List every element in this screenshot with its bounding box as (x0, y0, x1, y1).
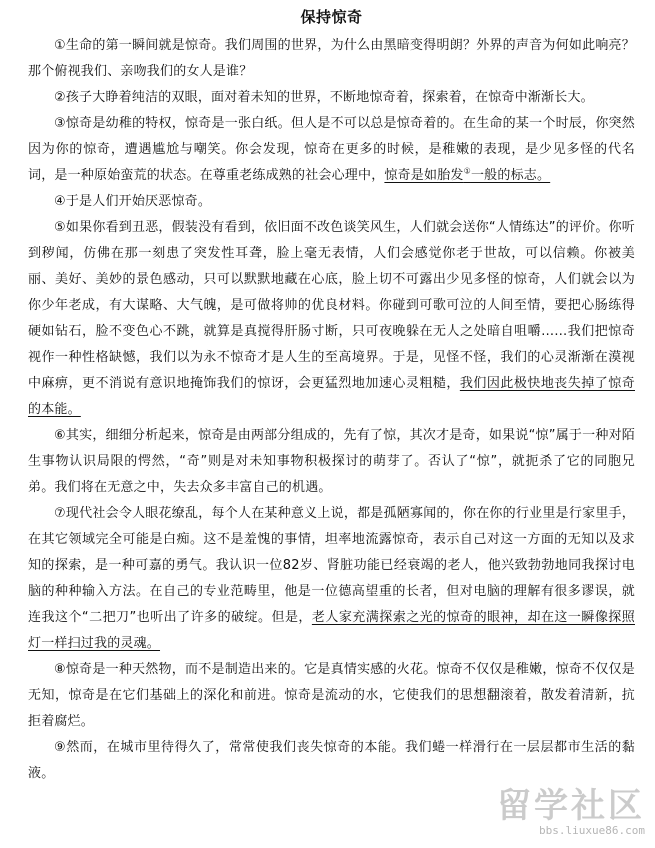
paragraph-9 (28, 735, 635, 787)
footnote-marker[interactable]: ① (463, 166, 471, 176)
underlined-text: 一般的标志。 (470, 168, 551, 183)
underlined-text: 惊奇是如胎发 (384, 168, 464, 183)
paragraph-text: ①生命的第一瞬间就是惊奇。我们周围的世界，为什么由黑暗变得明朗？外界的声音为何如此响亮？那个俯视我们、亲吻我们的女人是谁？ (28, 38, 635, 79)
paragraph-text: ⑤如果你看到丑恶，假装没有看到，依旧面不改色谈笑风生，人们就会送你“人情练达”的评价。你听到秽闻，仿佛在那一刻患了突发性耳聋，脸上毫无表情，人们会感觉你老于世故，可以信赖。你被美丽、美好、美妙的景色感动，只可以默默地藏在心底，脸上切不可露出少见多怪的惊奇，人们就会以为你少年老成，有大谋略、大气魄，是可做将帅的优良材料。你碰到可歌可泣的人间至情，要把心肠练得硬如钻石，脸不变色心不跳，就算是真搅得肝肠寸断，只可夜晚躲在无人之处暗自咀嚼……我们把惊奇视作一种性格缺憾，我们以为永不惊奇才是人生的至高境界。于是，见怪不怪，我们的心灵渐渐在漠视中麻痹，更不消说有意识地掩饰我们的惊讶，会更猛烈地加速心灵粗糙， (28, 220, 635, 391)
underlined-sentence (384, 168, 550, 183)
paragraph-text: ②孩子大睁着纯洁的双眼，面对着未知的世界，不断地惊奇着，探索着，在惊奇中渐渐长大。 (54, 90, 594, 105)
watermark-url: bbs.liuxue86.com (539, 824, 645, 837)
paragraph-text: ⑥其实，细细分析起来，惊奇是由两部分组成的，先有了惊，其次才是奇，如果说“惊”属于一种对陌生事物认识局限的愕然，“奇”则是对未知事物积极探讨的萌芽了。否认了“惊”，就扼杀了它的同胞兄弟。我们将在无意之中，失去众多丰富自己的机遇。 (28, 428, 635, 495)
paragraph-7 (28, 501, 635, 657)
paragraph-8 (28, 657, 635, 735)
paragraph-6 (28, 423, 635, 501)
paragraph-text: ⑦现代社会令人眼花缭乱，每个人在某种意义上说，都是孤陋寡闻的，你在你的行业里是行家里手，在其它领域完全可能是白痴。这不是羞愧的事情，坦率地流露惊奇，表示自己对这一方面的无知以及求知的探索，是一种可嘉的勇气。我认识一位82岁、肾脏功能已经衰竭的老人，他兴致勃勃地同我探讨电脑的种种输入方法。在自己的专业范畴里，他是一位德高望重的长者，但对电脑的理解有很多谬误，就连我这个“二把刀”也听出了许多的破绽。但是， (28, 506, 635, 625)
watermark-logo-text: 留学社区 (497, 786, 645, 826)
paragraph-text: ③惊奇是幼稚的特权，惊奇是一张白纸。但人是不可以总是惊奇着的。在生命的某一个时辰，你突然因为你的惊奇，遭遇尴尬与嘲笑。你会发现，惊奇在更多的时候，是稚嫩的表现，是少见多怪的代名词，是一种原始蛮荒的状态。在尊重老练成熟的社会心理中， (28, 116, 635, 183)
paragraph-text: ⑧惊奇是一种天然物，而不是制造出来的。它是真情实感的火花。惊奇不仅仅是稚嫩，惊奇不仅仅是无知，惊奇是在它们基础上的深化和前进。惊奇是流动的水，它使我们的思想翻滚着，散发着清新，抗拒着腐烂。 (28, 662, 635, 729)
paragraph-3 (28, 111, 635, 189)
underlined-sentence: 老人家充满探索之光的惊奇的眼神，却在这一瞬像探照灯一样扫过我的灵魂。 (28, 610, 635, 651)
paragraph-text: ④于是人们开始厌恶惊奇。 (54, 194, 212, 209)
paragraph-4 (28, 189, 635, 215)
paragraph-5 (28, 215, 635, 423)
paragraph-text: ⑨然而，在城市里待得久了，常常使我们丧失惊奇的本能。我们蜷一样滑行在一层层都市生活的黏液。 (28, 740, 635, 781)
paragraph-2 (28, 85, 635, 111)
underlined-sentence: 我们因此极快地丧失掉了惊奇的本能。 (28, 376, 635, 417)
document-title: 保持惊奇 (300, 8, 363, 26)
paragraph-1 (28, 33, 635, 85)
